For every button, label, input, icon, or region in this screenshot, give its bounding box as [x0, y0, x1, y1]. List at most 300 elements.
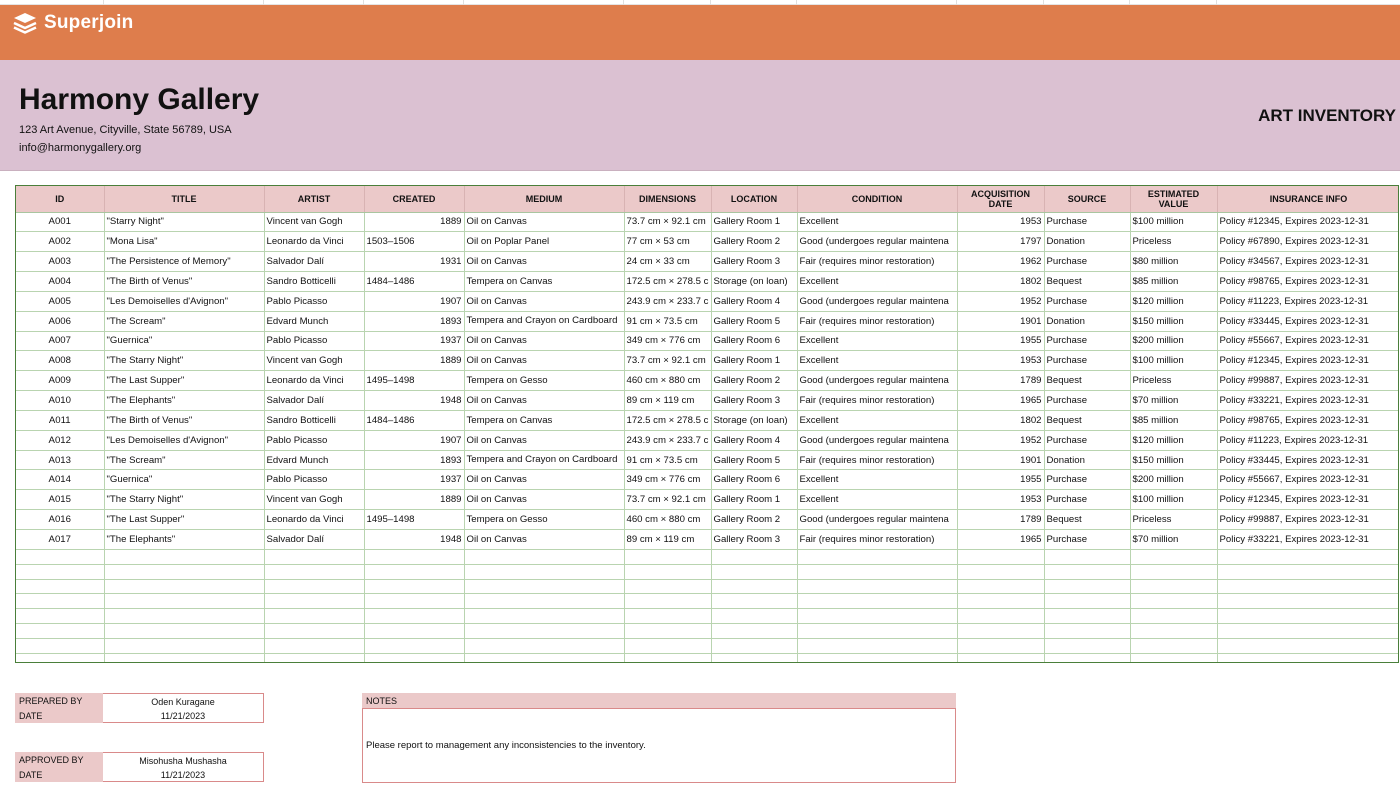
cell-medium[interactable]: Tempera on Canvas	[464, 272, 624, 292]
cell-location[interactable]: Gallery Room 2	[711, 232, 797, 252]
column-header-location[interactable]: LOCATION	[711, 186, 797, 212]
cell-title[interactable]: "The Persistence of Memory"	[104, 252, 264, 272]
cell-artist[interactable]: Edvard Munch	[264, 311, 364, 331]
cell-acquisition-date[interactable]: 1952	[957, 430, 1044, 450]
cell-artist[interactable]: Vincent van Gogh	[264, 351, 364, 371]
cell-dimensions[interactable]: 91 cm × 73.5 cm	[624, 311, 711, 331]
cell-dimensions[interactable]: 89 cm × 119 cm	[624, 530, 711, 550]
empty-cell[interactable]	[364, 579, 464, 594]
cell-artist[interactable]: Vincent van Gogh	[264, 490, 364, 510]
empty-cell[interactable]	[1130, 609, 1217, 624]
empty-cell[interactable]	[624, 549, 711, 564]
cell-id[interactable]: A008	[16, 351, 104, 371]
cell-dimensions[interactable]: 243.9 cm × 233.7 c	[624, 291, 711, 311]
empty-cell[interactable]	[957, 579, 1044, 594]
empty-cell[interactable]	[464, 653, 624, 663]
empty-cell[interactable]	[1130, 564, 1217, 579]
empty-cell[interactable]	[797, 549, 957, 564]
empty-cell[interactable]	[797, 594, 957, 609]
cell-condition[interactable]: Excellent	[797, 212, 957, 232]
cell-title[interactable]: "The Starry Night"	[104, 351, 264, 371]
empty-cell[interactable]	[711, 564, 797, 579]
empty-cell[interactable]	[797, 579, 957, 594]
empty-cell[interactable]	[624, 653, 711, 663]
cell-id[interactable]: A002	[16, 232, 104, 252]
cell-artist[interactable]: Sandro Botticelli	[264, 272, 364, 292]
cell-id[interactable]: A017	[16, 530, 104, 550]
cell-source[interactable]: Purchase	[1044, 430, 1130, 450]
cell-source[interactable]: Purchase	[1044, 391, 1130, 411]
empty-cell[interactable]	[104, 653, 264, 663]
cell-id[interactable]: A006	[16, 311, 104, 331]
cell-medium[interactable]: Oil on Canvas	[464, 291, 624, 311]
cell-id[interactable]: A009	[16, 371, 104, 391]
cell-acquisition-date[interactable]: 1965	[957, 530, 1044, 550]
cell-dimensions[interactable]: 89 cm × 119 cm	[624, 391, 711, 411]
empty-cell[interactable]	[957, 638, 1044, 653]
empty-cell[interactable]	[797, 564, 957, 579]
empty-cell[interactable]	[624, 638, 711, 653]
cell-dimensions[interactable]: 24 cm × 33 cm	[624, 252, 711, 272]
cell-medium[interactable]: Oil on Canvas	[464, 470, 624, 490]
cell-acquisition-date[interactable]: 1952	[957, 291, 1044, 311]
cell-estimated-value[interactable]: $100 million	[1130, 212, 1217, 232]
empty-cell[interactable]	[464, 609, 624, 624]
empty-cell[interactable]	[364, 594, 464, 609]
cell-medium[interactable]: Oil on Canvas	[464, 490, 624, 510]
empty-cell[interactable]	[104, 564, 264, 579]
empty-cell[interactable]	[464, 564, 624, 579]
empty-cell[interactable]	[464, 638, 624, 653]
column-header-artist[interactable]: ARTIST	[264, 186, 364, 212]
cell-dimensions[interactable]: 73.7 cm × 92.1 cm	[624, 490, 711, 510]
approved-by-name[interactable]: Misohusha Mushasha	[103, 752, 264, 767]
cell-condition[interactable]: Excellent	[797, 331, 957, 351]
cell-estimated-value[interactable]: Priceless	[1130, 371, 1217, 391]
cell-title[interactable]: "The Elephants"	[104, 530, 264, 550]
empty-cell[interactable]	[624, 564, 711, 579]
cell-location[interactable]: Gallery Room 3	[711, 252, 797, 272]
empty-cell[interactable]	[364, 653, 464, 663]
cell-medium[interactable]: Oil on Poplar Panel	[464, 232, 624, 252]
cell-artist[interactable]: Pablo Picasso	[264, 430, 364, 450]
cell-created[interactable]: 1495–1498	[364, 510, 464, 530]
cell-title[interactable]: "Guernica"	[104, 331, 264, 351]
empty-cell[interactable]	[1044, 609, 1130, 624]
cell-created[interactable]: 1889	[364, 351, 464, 371]
cell-dimensions[interactable]: 243.9 cm × 233.7 c	[624, 430, 711, 450]
cell-dimensions[interactable]: 349 cm × 776 cm	[624, 470, 711, 490]
cell-source[interactable]: Bequest	[1044, 510, 1130, 530]
cell-acquisition-date[interactable]: 1953	[957, 351, 1044, 371]
column-header-medium[interactable]: MEDIUM	[464, 186, 624, 212]
cell-medium[interactable]: Oil on Canvas	[464, 252, 624, 272]
empty-cell[interactable]	[1217, 594, 1399, 609]
cell-created[interactable]: 1937	[364, 331, 464, 351]
cell-id[interactable]: A014	[16, 470, 104, 490]
empty-cell[interactable]	[711, 624, 797, 639]
cell-source[interactable]: Bequest	[1044, 410, 1130, 430]
cell-source[interactable]: Donation	[1044, 232, 1130, 252]
cell-created[interactable]: 1907	[364, 430, 464, 450]
empty-cell[interactable]	[264, 624, 364, 639]
empty-cell[interactable]	[1130, 594, 1217, 609]
cell-source[interactable]: Purchase	[1044, 291, 1130, 311]
cell-acquisition-date[interactable]: 1953	[957, 490, 1044, 510]
cell-created[interactable]: 1484–1486	[364, 410, 464, 430]
empty-cell[interactable]	[1130, 549, 1217, 564]
cell-location[interactable]: Gallery Room 1	[711, 212, 797, 232]
cell-artist[interactable]: Edvard Munch	[264, 450, 364, 470]
cell-dimensions[interactable]: 73.7 cm × 92.1 cm	[624, 351, 711, 371]
cell-artist[interactable]: Leonardo da Vinci	[264, 232, 364, 252]
cell-id[interactable]: A005	[16, 291, 104, 311]
empty-cell[interactable]	[104, 638, 264, 653]
cell-artist[interactable]: Salvador Dalí	[264, 391, 364, 411]
cell-medium[interactable]: Oil on Canvas	[464, 331, 624, 351]
cell-dimensions[interactable]: 460 cm × 880 cm	[624, 371, 711, 391]
empty-cell[interactable]	[364, 549, 464, 564]
cell-estimated-value[interactable]: $200 million	[1130, 331, 1217, 351]
cell-source[interactable]: Donation	[1044, 450, 1130, 470]
cell-acquisition-date[interactable]: 1962	[957, 252, 1044, 272]
cell-location[interactable]: Gallery Room 6	[711, 470, 797, 490]
cell-insurance-info[interactable]: Policy #99887, Expires 2023-12-31	[1217, 371, 1399, 391]
cell-medium[interactable]: Tempera and Crayon on Cardboard	[464, 311, 624, 331]
empty-cell[interactable]	[264, 579, 364, 594]
cell-medium[interactable]: Tempera and Crayon on Cardboard	[464, 450, 624, 470]
empty-cell[interactable]	[624, 579, 711, 594]
empty-cell[interactable]	[16, 609, 104, 624]
cell-artist[interactable]: Leonardo da Vinci	[264, 371, 364, 391]
cell-insurance-info[interactable]: Policy #33445, Expires 2023-12-31	[1217, 311, 1399, 331]
column-header-insurance-info[interactable]: INSURANCE INFO	[1217, 186, 1399, 212]
cell-estimated-value[interactable]: $70 million	[1130, 530, 1217, 550]
empty-cell[interactable]	[1130, 624, 1217, 639]
empty-cell[interactable]	[1217, 549, 1399, 564]
cell-condition[interactable]: Fair (requires minor restoration)	[797, 252, 957, 272]
column-header-source[interactable]: SOURCE	[1044, 186, 1130, 212]
empty-cell[interactable]	[104, 594, 264, 609]
cell-location[interactable]: Gallery Room 5	[711, 450, 797, 470]
empty-cell[interactable]	[1217, 564, 1399, 579]
empty-cell[interactable]	[1044, 624, 1130, 639]
cell-estimated-value[interactable]: $100 million	[1130, 351, 1217, 371]
cell-artist[interactable]: Sandro Botticelli	[264, 410, 364, 430]
cell-source[interactable]: Purchase	[1044, 252, 1130, 272]
cell-condition[interactable]: Good (undergoes regular maintena	[797, 291, 957, 311]
cell-title[interactable]: "Starry Night"	[104, 212, 264, 232]
cell-created[interactable]: 1503–1506	[364, 232, 464, 252]
empty-cell[interactable]	[1044, 653, 1130, 663]
cell-condition[interactable]: Fair (requires minor restoration)	[797, 391, 957, 411]
empty-cell[interactable]	[711, 579, 797, 594]
cell-created[interactable]: 1948	[364, 530, 464, 550]
cell-estimated-value[interactable]: $80 million	[1130, 252, 1217, 272]
cell-source[interactable]: Purchase	[1044, 212, 1130, 232]
cell-dimensions[interactable]: 349 cm × 776 cm	[624, 331, 711, 351]
cell-title[interactable]: "The Last Supper"	[104, 510, 264, 530]
cell-condition[interactable]: Fair (requires minor restoration)	[797, 530, 957, 550]
cell-created[interactable]: 1495–1498	[364, 371, 464, 391]
cell-title[interactable]: "Les Demoiselles d'Avignon"	[104, 291, 264, 311]
cell-dimensions[interactable]: 172.5 cm × 278.5 c	[624, 272, 711, 292]
empty-cell[interactable]	[957, 594, 1044, 609]
cell-insurance-info[interactable]: Policy #99887, Expires 2023-12-31	[1217, 510, 1399, 530]
cell-medium[interactable]: Tempera on Gesso	[464, 510, 624, 530]
empty-cell[interactable]	[464, 594, 624, 609]
cell-acquisition-date[interactable]: 1797	[957, 232, 1044, 252]
cell-id[interactable]: A004	[16, 272, 104, 292]
cell-title[interactable]: "The Birth of Venus"	[104, 272, 264, 292]
empty-cell[interactable]	[104, 624, 264, 639]
cell-location[interactable]: Gallery Room 3	[711, 530, 797, 550]
empty-cell[interactable]	[1130, 638, 1217, 653]
empty-cell[interactable]	[264, 638, 364, 653]
cell-condition[interactable]: Good (undergoes regular maintena	[797, 430, 957, 450]
cell-title[interactable]: "The Scream"	[104, 450, 264, 470]
cell-created[interactable]: 1948	[364, 391, 464, 411]
empty-cell[interactable]	[797, 609, 957, 624]
cell-id[interactable]: A016	[16, 510, 104, 530]
cell-medium[interactable]: Oil on Canvas	[464, 212, 624, 232]
empty-cell[interactable]	[364, 609, 464, 624]
cell-created[interactable]: 1889	[364, 490, 464, 510]
cell-id[interactable]: A010	[16, 391, 104, 411]
cell-title[interactable]: "The Scream"	[104, 311, 264, 331]
empty-cell[interactable]	[264, 609, 364, 624]
cell-estimated-value[interactable]: $120 million	[1130, 430, 1217, 450]
cell-dimensions[interactable]: 172.5 cm × 278.5 c	[624, 410, 711, 430]
empty-cell[interactable]	[16, 549, 104, 564]
empty-cell[interactable]	[797, 653, 957, 663]
empty-cell[interactable]	[1217, 653, 1399, 663]
cell-condition[interactable]: Excellent	[797, 272, 957, 292]
cell-artist[interactable]: Pablo Picasso	[264, 291, 364, 311]
cell-id[interactable]: A003	[16, 252, 104, 272]
cell-location[interactable]: Gallery Room 2	[711, 371, 797, 391]
cell-source[interactable]: Purchase	[1044, 490, 1130, 510]
cell-source[interactable]: Purchase	[1044, 530, 1130, 550]
empty-cell[interactable]	[957, 624, 1044, 639]
cell-id[interactable]: A011	[16, 410, 104, 430]
empty-cell[interactable]	[104, 549, 264, 564]
brand-logo[interactable]	[12, 11, 133, 35]
cell-acquisition-date[interactable]: 1965	[957, 391, 1044, 411]
cell-location[interactable]: Gallery Room 1	[711, 351, 797, 371]
cell-id[interactable]: A012	[16, 430, 104, 450]
cell-condition[interactable]: Good (undergoes regular maintena	[797, 510, 957, 530]
cell-id[interactable]: A015	[16, 490, 104, 510]
empty-cell[interactable]	[711, 594, 797, 609]
cell-source[interactable]: Bequest	[1044, 272, 1130, 292]
empty-cell[interactable]	[1130, 653, 1217, 663]
empty-cell[interactable]	[711, 549, 797, 564]
empty-cell[interactable]	[16, 653, 104, 663]
empty-cell[interactable]	[957, 609, 1044, 624]
empty-cell[interactable]	[957, 549, 1044, 564]
cell-insurance-info[interactable]: Policy #12345, Expires 2023-12-31	[1217, 490, 1399, 510]
empty-cell[interactable]	[364, 564, 464, 579]
cell-condition[interactable]: Fair (requires minor restoration)	[797, 311, 957, 331]
empty-cell[interactable]	[1044, 594, 1130, 609]
cell-insurance-info[interactable]: Policy #33221, Expires 2023-12-31	[1217, 391, 1399, 411]
empty-cell[interactable]	[624, 594, 711, 609]
cell-insurance-info[interactable]: Policy #55667, Expires 2023-12-31	[1217, 331, 1399, 351]
cell-insurance-info[interactable]: Policy #67890, Expires 2023-12-31	[1217, 232, 1399, 252]
empty-cell[interactable]	[1044, 564, 1130, 579]
cell-condition[interactable]: Good (undergoes regular maintena	[797, 371, 957, 391]
cell-acquisition-date[interactable]: 1901	[957, 311, 1044, 331]
empty-cell[interactable]	[1217, 638, 1399, 653]
cell-acquisition-date[interactable]: 1789	[957, 510, 1044, 530]
cell-insurance-info[interactable]: Policy #11223, Expires 2023-12-31	[1217, 430, 1399, 450]
cell-acquisition-date[interactable]: 1953	[957, 212, 1044, 232]
empty-cell[interactable]	[16, 624, 104, 639]
cell-insurance-info[interactable]: Policy #34567, Expires 2023-12-31	[1217, 252, 1399, 272]
cell-estimated-value[interactable]: $150 million	[1130, 311, 1217, 331]
cell-title[interactable]: "The Birth of Venus"	[104, 410, 264, 430]
empty-cell[interactable]	[797, 638, 957, 653]
column-header-title[interactable]: TITLE	[104, 186, 264, 212]
cell-artist[interactable]: Pablo Picasso	[264, 470, 364, 490]
empty-cell[interactable]	[624, 624, 711, 639]
empty-cell[interactable]	[264, 594, 364, 609]
empty-cell[interactable]	[16, 638, 104, 653]
empty-cell[interactable]	[1217, 609, 1399, 624]
empty-cell[interactable]	[1130, 579, 1217, 594]
cell-insurance-info[interactable]: Policy #33221, Expires 2023-12-31	[1217, 530, 1399, 550]
cell-insurance-info[interactable]: Policy #12345, Expires 2023-12-31	[1217, 212, 1399, 232]
cell-estimated-value[interactable]: Priceless	[1130, 510, 1217, 530]
cell-artist[interactable]: Leonardo da Vinci	[264, 510, 364, 530]
cell-source[interactable]: Purchase	[1044, 470, 1130, 490]
cell-created[interactable]: 1484–1486	[364, 272, 464, 292]
cell-artist[interactable]: Salvador Dalí	[264, 530, 364, 550]
empty-cell[interactable]	[957, 653, 1044, 663]
cell-created[interactable]: 1889	[364, 212, 464, 232]
notes-text[interactable]: Please report to management any inconsistencies to the inventory.	[362, 708, 956, 783]
cell-condition[interactable]: Excellent	[797, 351, 957, 371]
cell-estimated-value[interactable]: $150 million	[1130, 450, 1217, 470]
cell-estimated-value[interactable]: $70 million	[1130, 391, 1217, 411]
cell-title[interactable]: "The Starry Night"	[104, 490, 264, 510]
empty-cell[interactable]	[464, 624, 624, 639]
cell-location[interactable]: Gallery Room 4	[711, 430, 797, 450]
column-header-acquisition-date[interactable]: ACQUISITION DATE	[957, 186, 1044, 212]
column-header-condition[interactable]: CONDITION	[797, 186, 957, 212]
cell-acquisition-date[interactable]: 1901	[957, 450, 1044, 470]
cell-location[interactable]: Gallery Room 6	[711, 331, 797, 351]
cell-id[interactable]: A007	[16, 331, 104, 351]
cell-condition[interactable]: Excellent	[797, 490, 957, 510]
cell-created[interactable]: 1937	[364, 470, 464, 490]
empty-cell[interactable]	[1044, 579, 1130, 594]
empty-cell[interactable]	[104, 579, 264, 594]
cell-insurance-info[interactable]: Policy #98765, Expires 2023-12-31	[1217, 410, 1399, 430]
empty-cell[interactable]	[957, 564, 1044, 579]
empty-cell[interactable]	[711, 638, 797, 653]
cell-location[interactable]: Gallery Room 1	[711, 490, 797, 510]
cell-created[interactable]: 1907	[364, 291, 464, 311]
empty-cell[interactable]	[16, 594, 104, 609]
empty-cell[interactable]	[1217, 579, 1399, 594]
cell-insurance-info[interactable]: Policy #98765, Expires 2023-12-31	[1217, 272, 1399, 292]
cell-estimated-value[interactable]: $85 million	[1130, 272, 1217, 292]
empty-cell[interactable]	[364, 638, 464, 653]
cell-acquisition-date[interactable]: 1802	[957, 272, 1044, 292]
cell-created[interactable]: 1931	[364, 252, 464, 272]
cell-condition[interactable]: Excellent	[797, 410, 957, 430]
cell-insurance-info[interactable]: Policy #33445, Expires 2023-12-31	[1217, 450, 1399, 470]
cell-estimated-value[interactable]: Priceless	[1130, 232, 1217, 252]
column-header-created[interactable]: CREATED	[364, 186, 464, 212]
empty-cell[interactable]	[464, 549, 624, 564]
cell-location[interactable]: Gallery Room 5	[711, 311, 797, 331]
cell-insurance-info[interactable]: Policy #11223, Expires 2023-12-31	[1217, 291, 1399, 311]
cell-condition[interactable]: Good (undergoes regular maintena	[797, 232, 957, 252]
empty-cell[interactable]	[264, 564, 364, 579]
empty-cell[interactable]	[264, 653, 364, 663]
cell-id[interactable]: A001	[16, 212, 104, 232]
cell-medium[interactable]: Oil on Canvas	[464, 430, 624, 450]
cell-medium[interactable]: Tempera on Canvas	[464, 410, 624, 430]
cell-dimensions[interactable]: 460 cm × 880 cm	[624, 510, 711, 530]
cell-condition[interactable]: Excellent	[797, 470, 957, 490]
approved-date[interactable]: 11/21/2023	[103, 767, 264, 782]
cell-source[interactable]: Donation	[1044, 311, 1130, 331]
empty-cell[interactable]	[16, 564, 104, 579]
cell-dimensions[interactable]: 77 cm × 53 cm	[624, 232, 711, 252]
cell-title[interactable]: "The Elephants"	[104, 391, 264, 411]
empty-cell[interactable]	[364, 624, 464, 639]
cell-source[interactable]: Bequest	[1044, 371, 1130, 391]
cell-insurance-info[interactable]: Policy #55667, Expires 2023-12-31	[1217, 470, 1399, 490]
cell-location[interactable]: Gallery Room 3	[711, 391, 797, 411]
empty-cell[interactable]	[797, 624, 957, 639]
prepared-date[interactable]: 11/21/2023	[103, 708, 264, 723]
cell-id[interactable]: A013	[16, 450, 104, 470]
empty-cell[interactable]	[711, 609, 797, 624]
cell-artist[interactable]: Pablo Picasso	[264, 331, 364, 351]
cell-title[interactable]: "Guernica"	[104, 470, 264, 490]
empty-cell[interactable]	[1044, 549, 1130, 564]
cell-title[interactable]: "The Last Supper"	[104, 371, 264, 391]
cell-estimated-value[interactable]: $100 million	[1130, 490, 1217, 510]
column-header-dimensions[interactable]: DIMENSIONS	[624, 186, 711, 212]
column-header-id[interactable]: ID	[16, 186, 104, 212]
cell-created[interactable]: 1893	[364, 311, 464, 331]
cell-dimensions[interactable]: 73.7 cm × 92.1 cm	[624, 212, 711, 232]
cell-estimated-value[interactable]: $120 million	[1130, 291, 1217, 311]
cell-medium[interactable]: Tempera on Gesso	[464, 371, 624, 391]
cell-acquisition-date[interactable]: 1789	[957, 371, 1044, 391]
cell-location[interactable]: Storage (on loan)	[711, 272, 797, 292]
empty-cell[interactable]	[104, 609, 264, 624]
cell-location[interactable]: Storage (on loan)	[711, 410, 797, 430]
cell-estimated-value[interactable]: $85 million	[1130, 410, 1217, 430]
cell-artist[interactable]: Vincent van Gogh	[264, 212, 364, 232]
cell-title[interactable]: "Mona Lisa"	[104, 232, 264, 252]
cell-location[interactable]: Gallery Room 2	[711, 510, 797, 530]
cell-acquisition-date[interactable]: 1802	[957, 410, 1044, 430]
column-header-estimated-value[interactable]: ESTIMATED VALUE	[1130, 186, 1217, 212]
empty-cell[interactable]	[711, 653, 797, 663]
empty-cell[interactable]	[16, 579, 104, 594]
cell-insurance-info[interactable]: Policy #12345, Expires 2023-12-31	[1217, 351, 1399, 371]
cell-source[interactable]: Purchase	[1044, 331, 1130, 351]
empty-cell[interactable]	[624, 609, 711, 624]
